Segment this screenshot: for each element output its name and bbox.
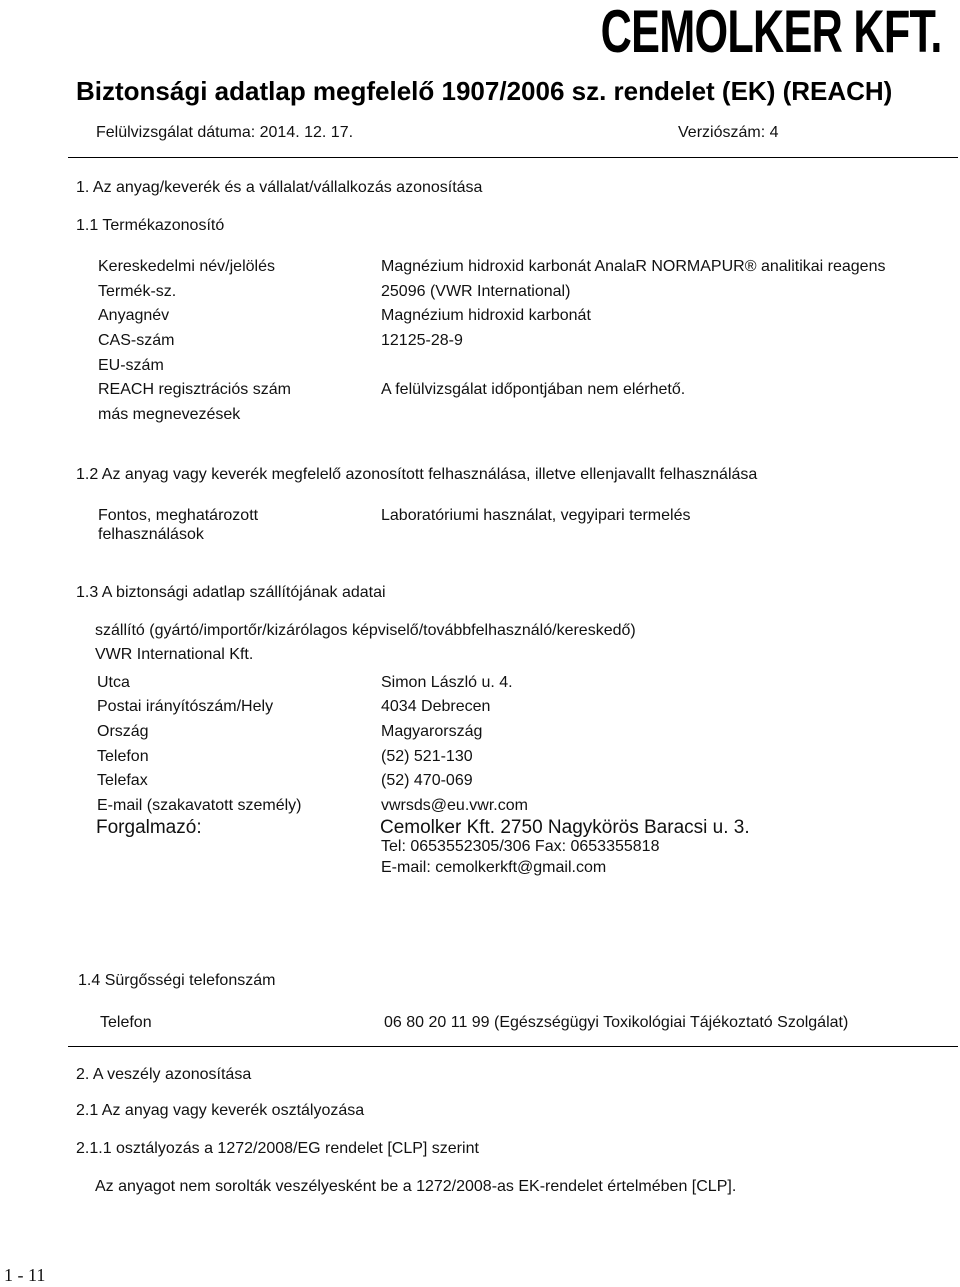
distributor-email[interactable]: E-mail: cemolkerkft@gmail.com (381, 859, 607, 876)
trade-name-label: Kereskedelmi név/jelölés (98, 258, 275, 275)
street-value: Simon László u. 4. (381, 674, 513, 691)
supplier-company: VWR International Kft. (95, 646, 254, 663)
cas-number-value: 12125-28-9 (381, 332, 463, 349)
country-label: Ország (97, 723, 149, 740)
supplier-fax-label: Telefax (97, 772, 148, 789)
reach-number-label: REACH regisztrációs szám (98, 381, 291, 398)
supplier-heading: szállító (gyártó/importőr/kizárólagos képviselő/továbbfelhasználó/kereskedő) (95, 622, 636, 639)
distributor-address: Cemolker Kft. 2750 Nagykörös Baracsi u. 3. (380, 817, 750, 838)
postal-label: Postai irányítószám/Hely (97, 698, 274, 715)
cas-number-label: CAS-szám (98, 332, 175, 349)
product-number-label: Termék-sz. (98, 283, 177, 300)
section-divider (68, 1046, 958, 1047)
section-1-heading: 1. Az anyag/keverék és a vállalat/vállalkozás azonosítása (76, 179, 483, 196)
distributor-phone-fax: Tel: 0653552305/306 Fax: 0653355818 (381, 838, 660, 855)
trade-name-value: Magnézium hidroxid karbonát AnalaR NORMAPUR® analitikai reagens (381, 258, 886, 275)
product-number-value: 25096 (VWR International) (381, 283, 571, 300)
identified-uses-value: Laboratóriumi használat, vegyipari termelés (381, 507, 691, 524)
section-1-3-heading: 1.3 A biztonsági adatlap szállítójának adatai (76, 584, 386, 601)
section-1-4-heading: 1.4 Sürgősségi telefonszám (78, 972, 276, 989)
supplier-email-value[interactable]: vwrsds@eu.vwr.com (381, 797, 528, 814)
section-1-1-heading: 1.1 Termékazonosító (76, 217, 225, 234)
section-1-2-heading: 1.2 Az anyag vagy keverék megfelelő azonosított felhasználása, illetve ellenjavallt felhasználása (76, 466, 758, 483)
document-title: Biztonsági adatlap megfelelő 1907/2006 sz. rendelet (EK) (REACH) (76, 76, 893, 106)
classification-text: Az anyagot nem sorolták veszélyesként be a 1272/2008-as EK-rendelet értelmében [CLP]. (95, 1178, 737, 1195)
emergency-phone-value: 06 80 20 11 99 (Egészségügyi Toxikológiai Tájékoztató Szolgálat) (384, 1014, 849, 1031)
supplier-fax-value: (52) 470-069 (381, 772, 473, 789)
version-number: Verziószám: 4 (678, 124, 779, 141)
street-label: Utca (97, 674, 130, 691)
company-logo: CEMOLKER KFT. (600, 0, 942, 65)
header-divider (68, 157, 958, 158)
section-2-heading: 2. A veszély azonosítása (76, 1066, 252, 1083)
revision-date: Felülvizsgálat dátuma: 2014. 12. 17. (96, 124, 354, 141)
identified-uses-label-line-1: Fontos, meghatározott (98, 507, 259, 524)
supplier-phone-value: (52) 521-130 (381, 748, 473, 765)
emergency-phone-label: Telefon (100, 1014, 152, 1031)
supplier-phone-label: Telefon (97, 748, 149, 765)
eu-number-label: EU-szám (98, 357, 164, 374)
reach-number-value: A felülvizsgálat időpontjában nem elérhető. (381, 381, 686, 398)
other-names-label: más megnevezések (98, 406, 241, 423)
country-value: Magyarország (381, 723, 483, 740)
page-number: 1 - 11 (4, 1265, 46, 1285)
postal-value: 4034 Debrecen (381, 698, 491, 715)
section-2-1-1-heading: 2.1.1 osztályozás a 1272/2008/EG rendelet [CLP] szerint (76, 1140, 479, 1157)
section-2-1-heading: 2.1 Az anyag vagy keverék osztályozása (76, 1102, 365, 1119)
supplier-email-label: E-mail (szakavatott személy) (97, 797, 302, 814)
substance-name-value: Magnézium hidroxid karbonát (381, 307, 591, 324)
distributor-label: Forgalmazó: (96, 817, 202, 838)
identified-uses-label-line-2: felhasználások (98, 526, 204, 543)
substance-name-label: Anyagnév (98, 307, 170, 324)
